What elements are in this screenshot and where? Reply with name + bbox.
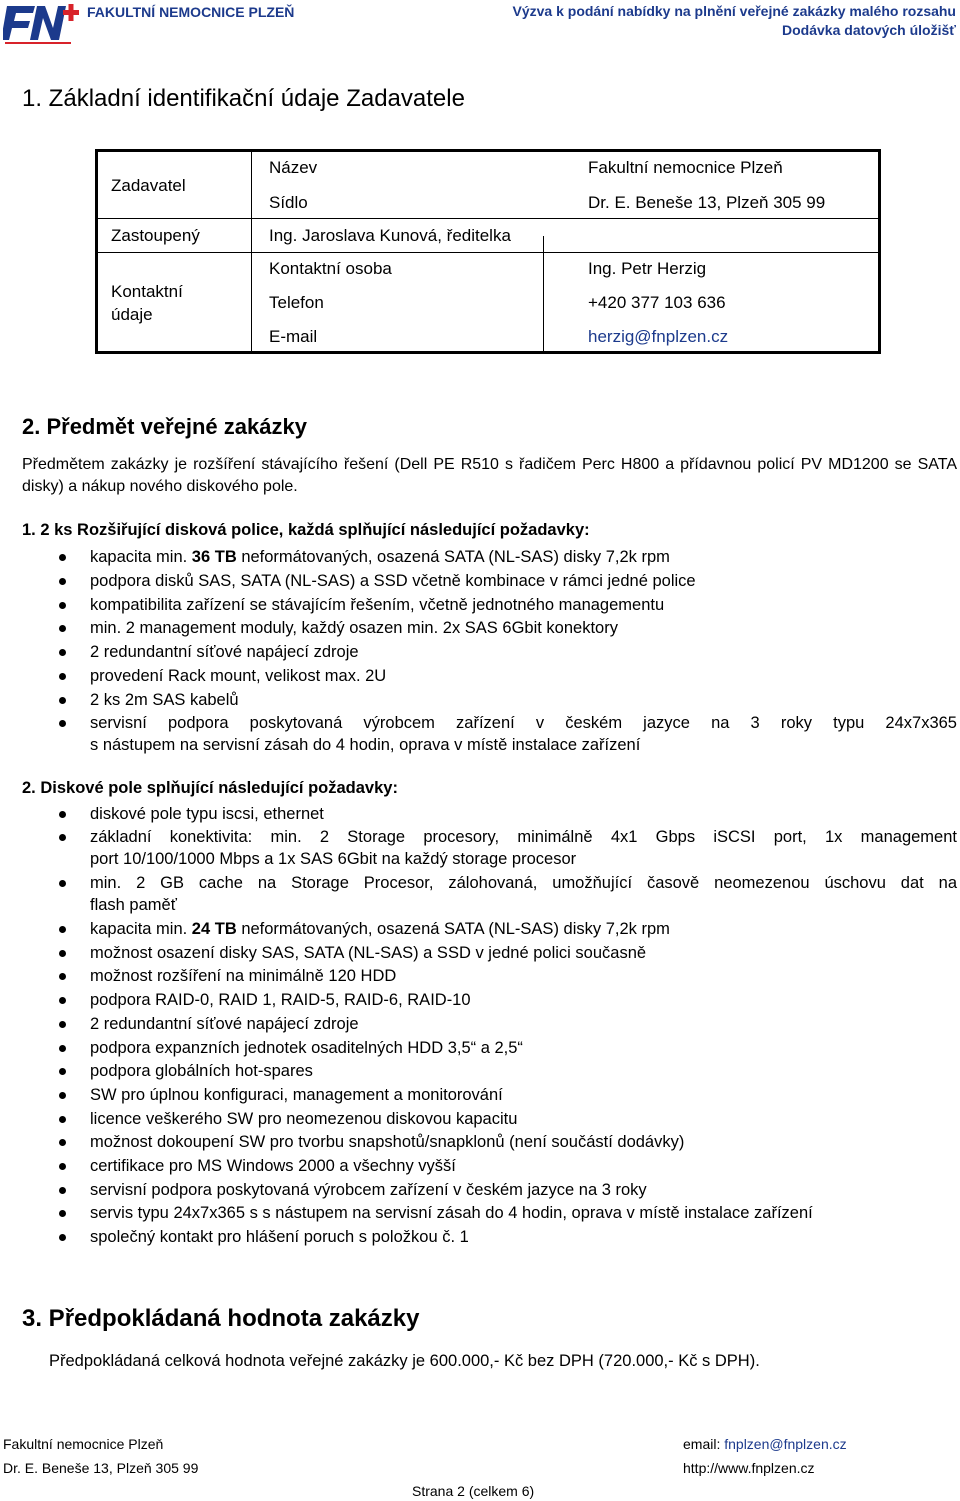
footer-address: Dr. E. Beneše 13, Plzeň 305 99 <box>3 1460 199 1476</box>
cell-email-value[interactable]: herzig@fnplzen.cz <box>588 327 729 346</box>
list-item: servisní podpora poskytovaná výrobcem zařízení v českém jazyce na 3 roky <box>90 1179 957 1201</box>
cell-osoba-value: Ing. Petr Herzig <box>588 259 707 278</box>
cell-nazev-label: Název <box>269 158 318 177</box>
list-item: možnost osazení disky SAS, SATA (NL-SAS) a SSD v jedné polici současně <box>90 942 957 964</box>
cell-telefon-label: Telefon <box>269 293 324 312</box>
list-item: kapacita min. 24 TB neformátovaných, osazená SATA (NL-SAS) disky 7,2k rpm <box>90 918 957 940</box>
list-item: servis typu 24x7x365 s s nástupem na servisní zásah do 4 hodin, oprava v místě instalace zařízení <box>90 1202 957 1224</box>
cell-zadavatel: Zadavatel <box>111 176 186 195</box>
subsection-2-title: 2. Diskové pole splňující následující požadavky: <box>22 779 398 797</box>
hospital-logo <box>3 2 81 46</box>
page-number: Strana 2 (celkem 6) <box>412 1483 535 1499</box>
list-item: možnost rozšíření na minimálně 120 HDD <box>90 965 957 987</box>
list-item: základní konektivita: min. 2 Storage procesory, minimálně 4x1 Gbps iSCSI port, 1x management port 10/100/1000 Mbps a 1x SAS 6Gbit na každý storage procesor <box>90 828 957 868</box>
list-item: 2 ks 2m SAS kabelů <box>90 689 957 711</box>
list-item: podpora RAID-0, RAID 1, RAID-5, RAID-6, RAID-10 <box>90 989 957 1011</box>
list-item: servisní podpora poskytovaná výrobcem zařízení v českém jazyce na 3 roky typu 24x7x365 s nástupem na servisní zásah do 4 hodin, oprava v místě instalace zařízení <box>90 714 957 754</box>
list-item: certifikace pro MS Windows 2000 a všechny vyšší <box>90 1155 957 1177</box>
subsection-1-title: 1. 2 ks Rozšiřující disková police, každá splňující následující požadavky: <box>22 521 590 539</box>
header-line-1: Výzva k podání nabídky na plnění veřejné zakázky malého rozsahu <box>512 3 956 19</box>
list-item: min. 2 GB cache na Storage Procesor, zálohovaná, umožňující časově neomezenou úschovu dat na flash paměť <box>90 874 957 914</box>
cell-nazev-value: Fakultní nemocnice Plzeň <box>588 158 783 177</box>
list-item: provedení Rack mount, velikost max. 2U <box>90 665 957 687</box>
cell-kontaktni-udaje: Kontaktní údaje <box>111 282 183 324</box>
section-1-title: 1. Základní identifikační údaje Zadavatele <box>22 85 465 112</box>
list-item: diskové pole typu iscsi, ethernet <box>90 803 957 825</box>
list-item: podpora expanzních jednotek osaditelných HDD 3,5“ a 2,5“ <box>90 1037 957 1059</box>
footer-email-link[interactable]: fnplzen@fnplzen.cz <box>724 1436 847 1452</box>
section-3-title: 3. Předpokládaná hodnota zakázky <box>22 1305 420 1332</box>
hospital-name: FAKULTNÍ NEMOCNICE PLZEŇ <box>87 4 295 20</box>
list-item: kompatibilita zařízení se stávajícím řešením, včetně jednotného managementu <box>90 594 957 616</box>
list-item: podpora globálních hot-spares <box>90 1060 957 1082</box>
list-item: společný kontakt pro hlášení poruch s položkou č. 1 <box>90 1226 957 1248</box>
identification-table <box>95 149 881 354</box>
footer-email: email: fnplzen@fnplzen.cz <box>683 1436 847 1452</box>
cell-zastoupeny: Zastoupený <box>111 226 200 245</box>
cell-sidlo-value: Dr. E. Beneše 13, Plzeň 305 99 <box>588 193 826 212</box>
cell-osoba-label: Kontaktní osoba <box>269 259 392 278</box>
cell-zastoupeny-value: Ing. Jaroslava Kunová, ředitelka <box>269 226 511 245</box>
list-item: min. 2 management moduly, každý osazen min. 2x SAS 6Gbit konektory <box>90 617 957 639</box>
header-title <box>513 2 957 40</box>
cell-email-label: E-mail <box>269 327 318 346</box>
page-header <box>0 0 960 46</box>
section-2-intro: Předmětem zakázky je rozšíření stávajícího řešení (Dell PE R510 s řadičem Perc H800 a přídavnou policí PV MD1200 se SATA disky) a nákup nového diskového pole. <box>22 456 957 495</box>
section-3-text: Předpokládaná celková hodnota veřejné zakázky je 600.000,- Kč bez DPH (720.000,- Kč s DPH). <box>49 1352 760 1370</box>
list-item: podpora disků SAS, SATA (NL-SAS) a SSD včetně kombinace v rámci jedné police <box>90 570 957 592</box>
cell-sidlo-label: Sídlo <box>269 193 308 212</box>
cell-telefon-value: +420 377 103 636 <box>588 293 726 312</box>
list-item: 2 redundantní síťové napájecí zdroje <box>90 641 957 663</box>
list-item: licence veškerého SW pro neomezenou diskovou kapacitu <box>90 1108 957 1130</box>
section-2-title: 2. Předmět veřejné zakázky <box>22 414 307 439</box>
list-item: SW pro úplnou konfiguraci, management a monitorování <box>90 1084 957 1106</box>
list-item: možnost dokoupení SW pro tvorbu snapshotů/snapklonů (není součástí dodávky) <box>90 1131 957 1153</box>
footer-web-link[interactable]: http://www.fnplzen.cz <box>683 1460 815 1476</box>
list-item: kapacita min. 36 TB neformátovaných, osazená SATA (NL-SAS) disky 7,2k rpm <box>90 546 957 568</box>
list-item: 2 redundantní síťové napájecí zdroje <box>90 1013 957 1035</box>
header-line-2: Dodávka datových úložišť <box>782 22 956 38</box>
footer-org: Fakultní nemocnice Plzeň <box>3 1436 164 1452</box>
